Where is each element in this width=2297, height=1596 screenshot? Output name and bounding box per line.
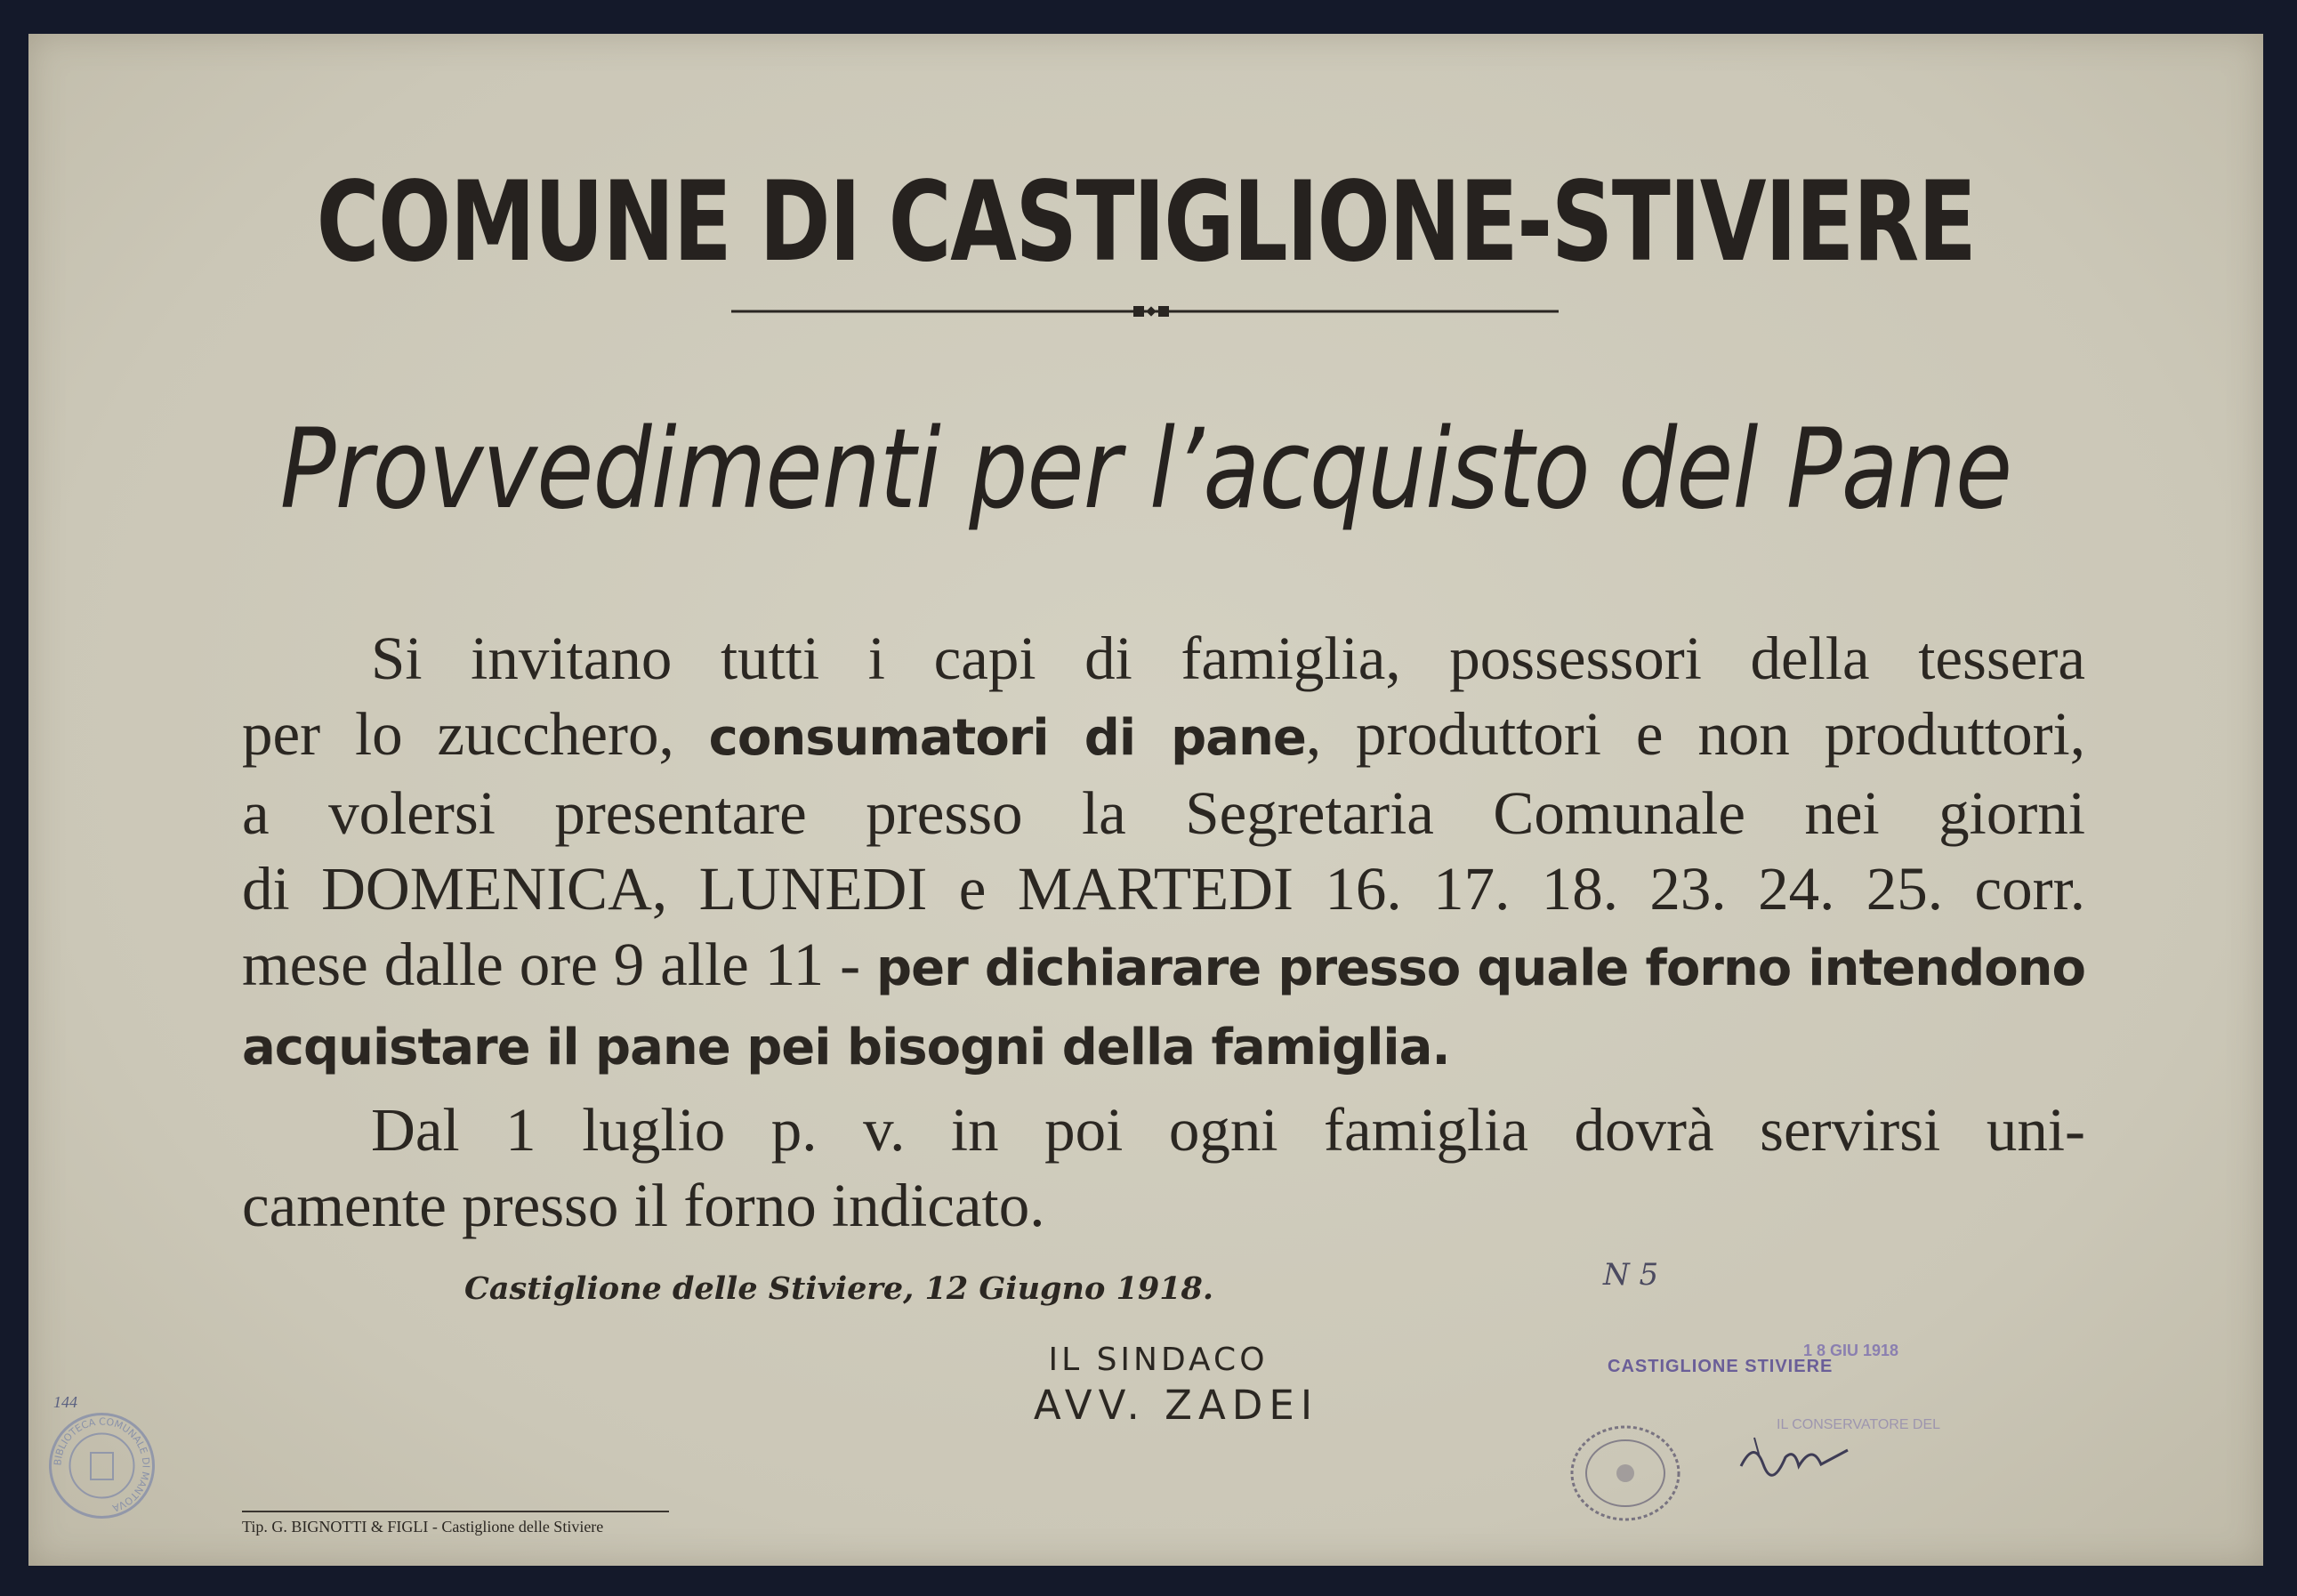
- signatory-name: AVV. ZADEI: [1033, 1382, 1319, 1429]
- body-line-2: [242, 697, 2085, 776]
- body-line-1: Si invitano tutti i capi di famiglia, possessori della tessera: [371, 625, 2085, 692]
- body-line-2-end: , produttori e non produttori,: [1305, 700, 2085, 768]
- poster-sheet: [28, 34, 2263, 1566]
- printer-credit: Tip. G. BIGNOTTI & FIGLI - Castiglione delle Stiviere: [242, 1511, 669, 1536]
- body-line-2-bold: consumatori di pane: [708, 709, 1306, 767]
- dateline: Castiglione delle Stiviere, 12 Giugno 1918.: [464, 1270, 1214, 1307]
- body-line-5-bold: per dichiarare presso quale forno intendono: [876, 939, 2086, 997]
- round-seal-icon: [1568, 1422, 1683, 1524]
- library-seal-number: 144: [53, 1393, 77, 1411]
- signatory-title: IL SINDACO: [1048, 1342, 1269, 1378]
- poster-subtitle: Provvedimenti per l’acquisto del Pane: [279, 406, 2012, 534]
- title-underline-ornament: [731, 302, 1559, 320]
- archive-stamp-role: IL CONSERVATORE DEL: [1777, 1417, 1941, 1432]
- svg-text:BIBLIOTECA COMUNALE DI MANTOVA: BIBLIOTECA COMUNALE DI MANTOVA: [52, 1415, 152, 1514]
- body-line-7: Dal 1 luglio p. v. in poi ogni famiglia dovrà servirsi uni-: [371, 1096, 2085, 1164]
- archive-stamp-date: 1 8 GIU 1918: [1803, 1342, 1899, 1359]
- body-line-3: a volersi presentare presso la Segretaria Comunale nei giorni: [242, 779, 2085, 847]
- body-line-4: di DOMENICA, LUNEDI e MARTEDI 16. 17. 18. 23. 24. 25. corr.: [242, 855, 2085, 923]
- poster-title: COMUNE DI CASTIGLIONE-STIVIERE: [316, 158, 1976, 286]
- library-seal-icon: [46, 1410, 157, 1521]
- body-line-6: [242, 1006, 2085, 1085]
- notice-body: [242, 621, 2085, 1244]
- handwritten-signature-icon: [1737, 1431, 1852, 1484]
- body-line-5-start: mese dalle ore 9 alle 11 -: [242, 931, 876, 998]
- archive-stamp: CASTIGLIONE STIVIERE: [1608, 1357, 1834, 1376]
- body-line-6-bold: acquistare il pane pei bisogni della famiglia.: [242, 1019, 1450, 1076]
- body-line-2-start: per lo zucchero,: [242, 700, 709, 768]
- body-line-8: camente presso il forno indicato.: [242, 1172, 1045, 1239]
- handwritten-number: N 5: [1603, 1257, 1659, 1293]
- body-line-5: [242, 927, 2085, 1006]
